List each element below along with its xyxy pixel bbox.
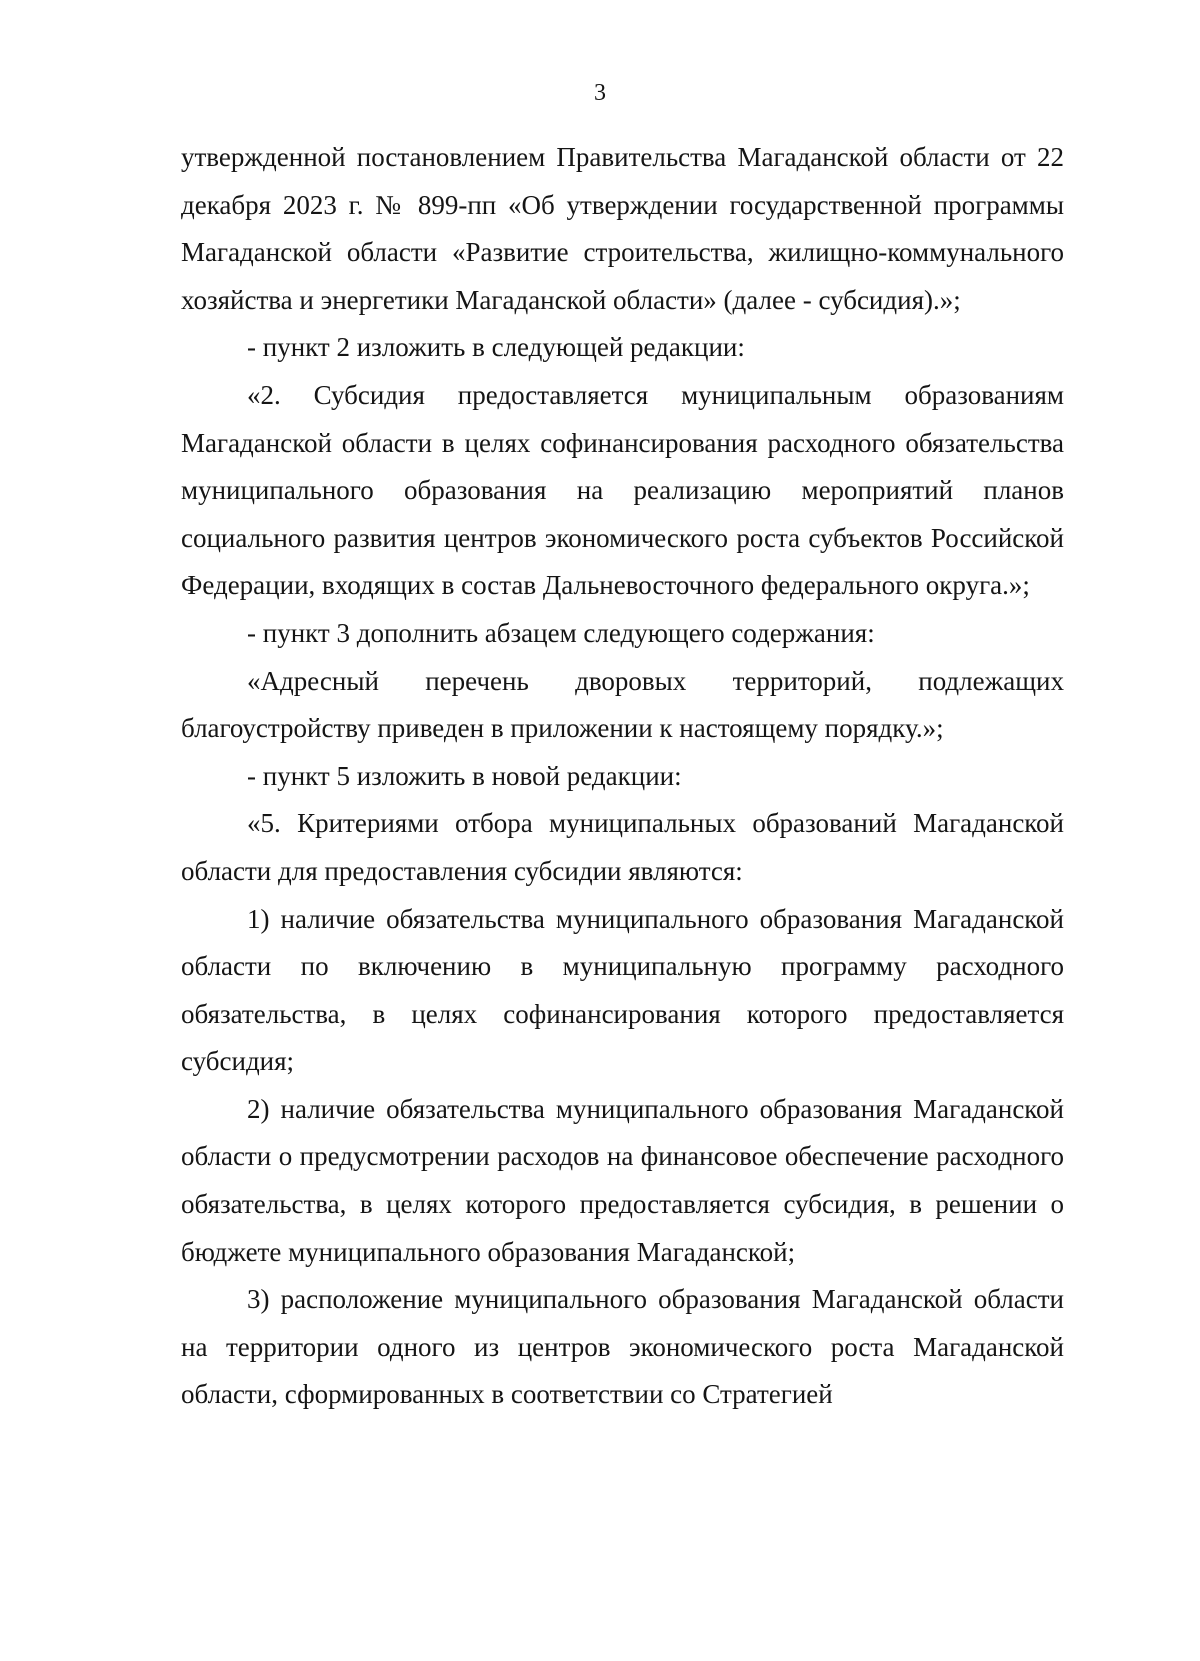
paragraph-point-3-instruction: - пункт 3 дополнить абзацем следующего содержания:: [247, 617, 875, 648]
paragraph-criterion-1: 1) наличие обязательства муниципального образования Магаданской области по включению в муниципальную программу расходного обязательства, в целях софинансирования которого предоставляется субсидия;: [181, 903, 1064, 1077]
page-number: 3: [594, 80, 606, 106]
paragraph-point-2-instruction: - пункт 2 изложить в следующей редакции:: [247, 332, 745, 363]
paragraph-decree-reference: утвержденной постановлением Правительства Магаданской области от 22 декабря 2023 г. № 899-пп «Об утверждении государственной программы Магаданской области «Развитие строительства, жилищно-коммунального хозяйства и энергетики Магаданской области» (далее - субсидия).»;: [181, 142, 1064, 315]
document-body: [181, 134, 1064, 1419]
paragraph-point-5-text: «5. Критериями отбора муниципальных образований Магаданской области для предоставления субсидии являются:: [181, 808, 1064, 886]
paragraph-criterion-3: 3) расположение муниципального образования Магаданской области на территории одного из центров экономического роста Магаданской области, сформированных в соответствии со Стратегией: [181, 1284, 1064, 1410]
paragraph-point-2-text: «2. Субсидия предоставляется муниципальным образованиям Магаданской области в целях софинансирования расходного обязательства муниципального образования на реализацию мероприятий планов социального развития центров экономического роста субъектов Российской Федерации, входящих в состав Дальневосточного федерального округа.»;: [181, 379, 1064, 601]
paragraph-point-5-instruction: - пункт 5 изложить в новой редакции:: [247, 760, 682, 791]
paragraph-point-3-text: «Адресный перечень дворовых территорий, подлежащих благоустройству приведен в приложении к настоящему порядку.»;: [181, 665, 1064, 744]
paragraph-criterion-2: 2) наличие обязательства муниципального образования Магаданской области о предусмотрении расходов на финансовое обеспечение расходного обязательства, в целях которого предоставляется субсидия, в решении о бюджете муниципального образования Магаданской;: [181, 1093, 1064, 1267]
